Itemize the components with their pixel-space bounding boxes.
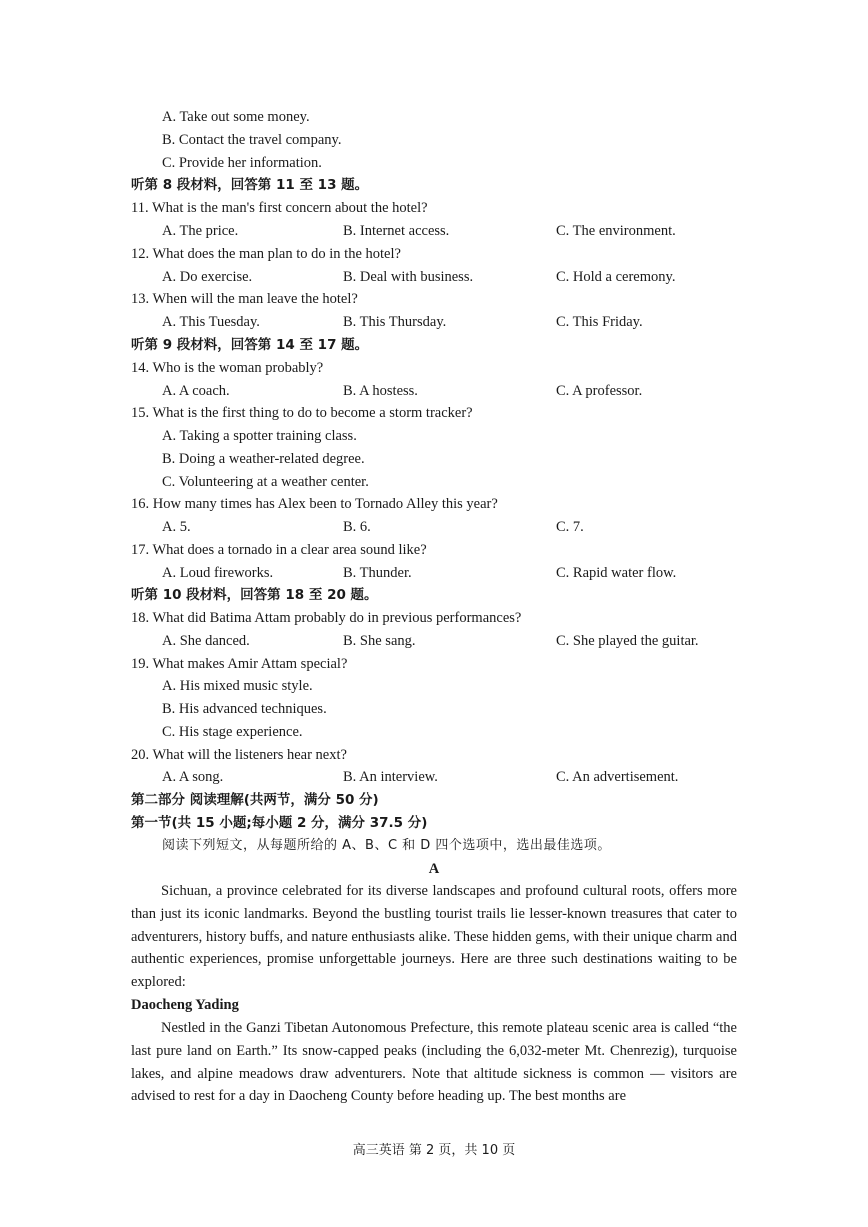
section-1-title: 第一节(共 15 小题;每小题 2 分，满分 37.5 分) bbox=[131, 815, 428, 831]
q20-option-a: A. A song. bbox=[162, 769, 224, 785]
section-8-heading: 听第 8 段材料，回答第 11 至 13 题。 bbox=[131, 177, 369, 193]
q16-option-c: C. 7. bbox=[556, 519, 584, 535]
q11-stem: 11. What is the man's first concern about the hotel? bbox=[131, 200, 428, 216]
part-2-title: 第二部分 阅读理解(共两节，满分 50 分) bbox=[131, 792, 379, 808]
q12-option-c: C. Hold a ceremony. bbox=[556, 269, 676, 285]
passage-body bbox=[131, 1017, 737, 1108]
q10-option-c: C. Provide her information. bbox=[162, 155, 322, 171]
q20-option-b: B. An interview. bbox=[343, 769, 438, 785]
q14-stem: 14. Who is the woman probably? bbox=[131, 360, 324, 376]
q20-option-c: C. An advertisement. bbox=[556, 769, 679, 785]
q18-option-a: A. She danced. bbox=[162, 633, 250, 649]
q16-stem: 16. How many times has Alex been to Tornado Alley this year? bbox=[131, 496, 498, 512]
passage-body-text: Nestled in the Ganzi Tibetan Autonomous Prefecture, this remote plateau scenic area is called “the last pure land on Earth.” Its snow-capped peaks (including the 6,032-meter Mt. Chenrezig), turquoise lakes, and alpine meadows draw adventurers. Note that altitude sickness is common — visitors are advised to rest for a day in Daocheng County before heading up. The best months are bbox=[131, 1020, 737, 1105]
q13-option-b: B. This Thursday. bbox=[343, 314, 447, 330]
q18-option-b: B. She sang. bbox=[343, 633, 416, 649]
q18-option-c: C. She played the guitar. bbox=[556, 633, 699, 649]
q14-option-a: A. A coach. bbox=[162, 383, 230, 399]
q15-stem: 15. What is the first thing to do to become a storm tracker? bbox=[131, 405, 473, 421]
q17-stem: 17. What does a tornado in a clear area sound like? bbox=[131, 542, 427, 558]
q19-option-b: B. His advanced techniques. bbox=[162, 701, 327, 717]
section-10-heading: 听第 10 段材料，回答第 18 至 20 题。 bbox=[131, 587, 378, 603]
q13-stem: 13. When will the man leave the hotel? bbox=[131, 291, 358, 307]
page-footer: 高三英语 第 2 页，共 10 页 bbox=[352, 1143, 516, 1158]
q14-option-b: B. A hostess. bbox=[343, 383, 418, 399]
q12-option-b: B. Deal with business. bbox=[343, 269, 474, 285]
q12-option-a: A. Do exercise. bbox=[162, 269, 253, 285]
q15-option-b: B. Doing a weather-related degree. bbox=[162, 451, 365, 467]
q12-stem: 12. What does the man plan to do in the hotel? bbox=[131, 246, 401, 262]
section-9-heading: 听第 9 段材料，回答第 14 至 17 题。 bbox=[131, 337, 369, 353]
q15-option-c: C. Volunteering at a weather center. bbox=[162, 474, 369, 490]
q13-option-a: A. This Tuesday. bbox=[162, 314, 260, 330]
q11-option-b: B. Internet access. bbox=[343, 223, 450, 239]
passage-intro bbox=[131, 880, 737, 994]
q13-option-c: C. This Friday. bbox=[556, 314, 643, 330]
q14-option-c: C. A professor. bbox=[556, 383, 643, 399]
q11-option-a: A. The price. bbox=[162, 223, 239, 239]
instructions: 阅读下列短文，从每题所给的 A、B、C 和 D 四个选项中，选出最佳选项。 bbox=[162, 838, 611, 853]
q17-option-b: B. Thunder. bbox=[343, 565, 412, 581]
q19-option-a: A. His mixed music style. bbox=[162, 678, 313, 694]
passage-intro-text: Sichuan, a province celebrated for its diverse landscapes and profound cultural roots, offers more than just its iconic landmarks. Beyond the bustling tourist trails lie lesser-known treasures that cater to adventurers, history buffs, and nature enthusiasts alike. These hidden gems, with their unique charm and authentic experiences, promise unforgettable journeys. Here are three such destinations waiting to be explored: bbox=[131, 883, 737, 991]
q10-option-a: A. Take out some money. bbox=[162, 109, 310, 125]
q17-option-c: C. Rapid water flow. bbox=[556, 565, 677, 581]
q16-option-a: A. 5. bbox=[162, 519, 191, 535]
q19-stem: 19. What makes Amir Attam special? bbox=[131, 656, 348, 672]
subheading: Daocheng Yading bbox=[131, 997, 239, 1013]
q15-option-a: A. Taking a spotter training class. bbox=[162, 428, 357, 444]
q20-stem: 20. What will the listeners hear next? bbox=[131, 747, 347, 763]
q10-option-b: B. Contact the travel company. bbox=[162, 132, 342, 148]
q19-option-c: C. His stage experience. bbox=[162, 724, 303, 740]
q11-option-c: C. The environment. bbox=[556, 223, 676, 239]
q16-option-b: B. 6. bbox=[343, 519, 371, 535]
q18-stem: 18. What did Batima Attam probably do in previous performances? bbox=[131, 610, 522, 626]
q17-option-a: A. Loud fireworks. bbox=[162, 565, 274, 581]
passage-label: A bbox=[428, 861, 440, 877]
